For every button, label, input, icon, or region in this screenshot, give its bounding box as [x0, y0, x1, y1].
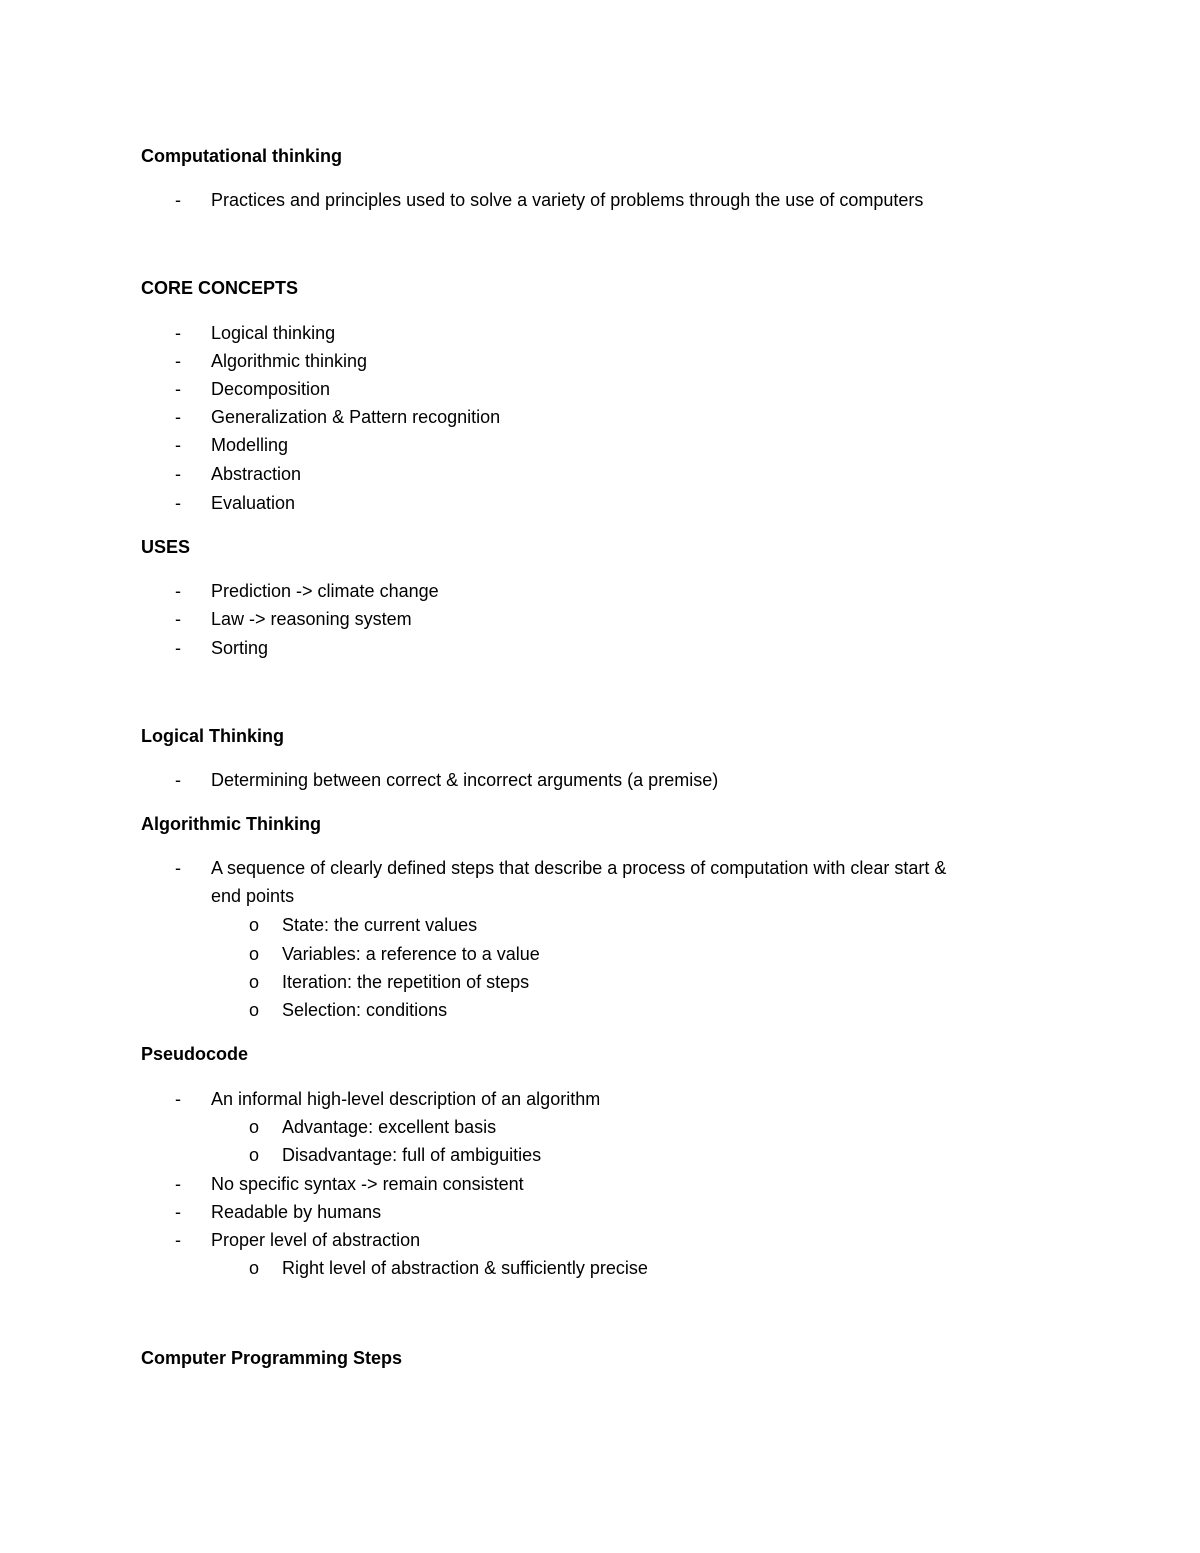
- heading-logical-thinking: Logical Thinking: [141, 726, 284, 746]
- bullet-dash: -: [175, 351, 181, 371]
- sub-list-item: Variables: a reference to a value: [282, 944, 540, 964]
- list-item: Determining between correct & incorrect arguments (a premise): [211, 770, 719, 790]
- bullet-dash: -: [175, 493, 181, 513]
- bullet-dash: -: [175, 379, 181, 399]
- list-item: Proper level of abstraction: [211, 1230, 421, 1250]
- bullet-dash: -: [175, 638, 181, 658]
- bullet-dash: -: [175, 190, 181, 210]
- list-item: Readable by humans: [211, 1202, 382, 1222]
- list-item: Prediction -> climate change: [211, 581, 439, 601]
- bullet-dash: -: [175, 858, 181, 878]
- list-item: Law -> reasoning system: [211, 609, 412, 629]
- list-item: Practices and principles used to solve a variety of problems through the use of computers: [211, 190, 924, 210]
- sub-bullet-marker: o: [249, 1117, 260, 1137]
- bullet-dash: -: [175, 323, 181, 343]
- sub-bullet-marker: o: [249, 1145, 260, 1165]
- heading-core-concepts: CORE CONCEPTS: [141, 278, 299, 298]
- list-item: Modelling: [211, 435, 289, 455]
- sub-bullet-marker: o: [249, 915, 260, 935]
- sub-list-item: Disadvantage: full of ambiguities: [282, 1145, 542, 1165]
- list-item: No specific syntax -> remain consistent: [211, 1174, 524, 1194]
- list-item: Generalization & Pattern recognition: [211, 407, 501, 427]
- sub-list-item: Iteration: the repetition of steps: [282, 972, 530, 992]
- bullet-dash: -: [175, 1089, 181, 1109]
- heading-computer-programming-steps: Computer Programming Steps: [141, 1348, 403, 1368]
- sub-bullet-marker: o: [249, 1000, 260, 1020]
- bullet-dash: -: [175, 609, 181, 629]
- sub-list-item: State: the current values: [282, 915, 478, 935]
- sub-list-item: Advantage: excellent basis: [282, 1117, 497, 1137]
- bullet-dash: -: [175, 435, 181, 455]
- list-item: Decomposition: [211, 379, 331, 399]
- list-item: Evaluation: [211, 493, 296, 513]
- heading-pseudocode: Pseudocode: [141, 1044, 249, 1064]
- sub-bullet-marker: o: [249, 972, 260, 992]
- bullet-dash: -: [175, 1174, 181, 1194]
- bullet-dash: -: [175, 464, 181, 484]
- list-item: Sorting: [211, 638, 269, 658]
- bullet-dash: -: [175, 581, 181, 601]
- sub-bullet-marker: o: [249, 1258, 260, 1278]
- heading-uses: USES: [141, 537, 191, 557]
- sub-bullet-marker: o: [249, 944, 260, 964]
- list-item: Algorithmic thinking: [211, 351, 368, 371]
- heading-algorithmic-thinking: Algorithmic Thinking: [141, 814, 321, 834]
- sub-list-item: Right level of abstraction & sufficiently precise: [282, 1258, 648, 1278]
- list-item-line: A sequence of clearly defined steps that describe a process of computation with clear start &: [211, 858, 947, 878]
- bullet-dash: -: [175, 1202, 181, 1222]
- heading-computational-thinking: Computational thinking: [141, 146, 342, 166]
- list-item-line: end points: [211, 886, 295, 906]
- bullet-dash: -: [175, 1230, 181, 1250]
- list-item: An informal high-level description of an algorithm: [211, 1089, 601, 1109]
- list-item: Abstraction: [211, 464, 302, 484]
- bullet-dash: -: [175, 770, 181, 790]
- list-item: Logical thinking: [211, 323, 336, 343]
- bullet-dash: -: [175, 407, 181, 427]
- sub-list-item: Selection: conditions: [282, 1000, 448, 1020]
